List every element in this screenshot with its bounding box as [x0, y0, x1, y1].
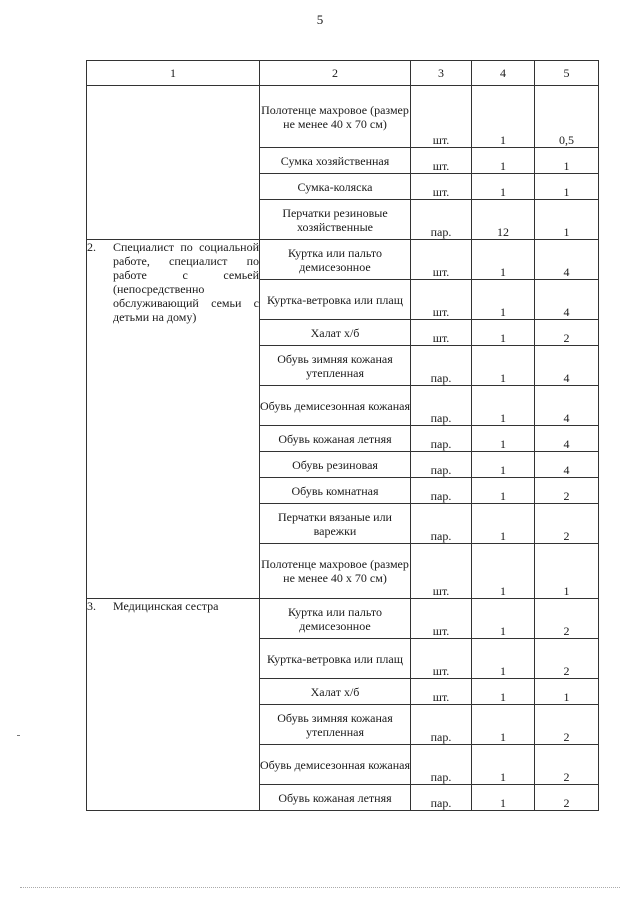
unit-cell: пар.	[411, 478, 472, 504]
norms-table	[86, 60, 599, 811]
quantity-cell: 1	[472, 86, 535, 148]
item-name: Перчатки вязаные или варежки	[260, 504, 411, 544]
term-cell: 2	[535, 478, 599, 504]
term-cell: 4	[535, 240, 599, 280]
term-cell: 4	[535, 280, 599, 320]
quantity-cell: 1	[472, 504, 535, 544]
item-name: Сумка хозяйственная	[260, 148, 411, 174]
header-cell: 3	[411, 61, 472, 86]
quantity-cell: 1	[472, 599, 535, 639]
table-body	[87, 86, 599, 811]
item-name: Куртка-ветровка или плащ	[260, 280, 411, 320]
quantity-cell: 1	[472, 452, 535, 478]
position-cell	[87, 86, 260, 240]
item-name: Обувь кожаная летняя	[260, 785, 411, 811]
item-name: Обувь демисезонная кожаная	[260, 745, 411, 785]
margin-mark	[17, 735, 20, 736]
unit-cell: пар.	[411, 426, 472, 452]
term-cell: 4	[535, 452, 599, 478]
item-name: Обувь демисезонная кожаная	[260, 386, 411, 426]
unit-cell: пар.	[411, 504, 472, 544]
header-cell: 4	[472, 61, 535, 86]
item-name: Куртка-ветровка или плащ	[260, 639, 411, 679]
header-cell: 1	[87, 61, 260, 86]
unit-cell: шт.	[411, 174, 472, 200]
unit-cell: пар.	[411, 745, 472, 785]
unit-cell: шт.	[411, 240, 472, 280]
term-cell: 0,5	[535, 86, 599, 148]
quantity-cell: 1	[472, 346, 535, 386]
item-name: Обувь кожаная летняя	[260, 426, 411, 452]
term-cell: 1	[535, 148, 599, 174]
header-row	[87, 61, 599, 86]
unit-cell: шт.	[411, 148, 472, 174]
term-cell: 2	[535, 504, 599, 544]
unit-cell: пар.	[411, 200, 472, 240]
unit-cell: шт.	[411, 544, 472, 599]
quantity-cell: 1	[472, 320, 535, 346]
footer-dotted-line	[20, 887, 620, 888]
table-row	[87, 86, 599, 148]
item-name: Обувь комнатная	[260, 478, 411, 504]
unit-cell: шт.	[411, 86, 472, 148]
quantity-cell: 1	[472, 240, 535, 280]
term-cell: 2	[535, 705, 599, 745]
unit-cell: шт.	[411, 679, 472, 705]
unit-cell: шт.	[411, 320, 472, 346]
unit-cell: шт.	[411, 639, 472, 679]
term-cell: 4	[535, 426, 599, 452]
unit-cell: пар.	[411, 705, 472, 745]
table-row	[87, 240, 599, 280]
item-name: Сумка-коляска	[260, 174, 411, 200]
item-name: Обувь зимняя кожаная утепленная	[260, 705, 411, 745]
header-cell: 5	[535, 61, 599, 86]
item-name: Перчатки резиновые хозяйственные	[260, 200, 411, 240]
page-number: 5	[316, 12, 324, 27]
term-cell: 1	[535, 544, 599, 599]
quantity-cell: 1	[472, 785, 535, 811]
term-cell: 1	[535, 174, 599, 200]
quantity-cell: 1	[472, 426, 535, 452]
quantity-cell: 1	[472, 148, 535, 174]
quantity-cell: 1	[472, 280, 535, 320]
item-name: Куртка или пальто демисезонное	[260, 240, 411, 280]
position-title: Специалист по социальной работе, специалист по работе с семьей (непосредственно обслуживающий семьи с детьми на дому)	[113, 240, 259, 324]
quantity-cell: 1	[472, 639, 535, 679]
term-cell: 2	[535, 785, 599, 811]
term-cell: 1	[535, 200, 599, 240]
position-cell	[87, 599, 260, 811]
table-row	[87, 599, 599, 639]
position-number: 3.	[87, 599, 96, 613]
quantity-cell: 1	[472, 478, 535, 504]
quantity-cell: 1	[472, 174, 535, 200]
item-name: Обувь зимняя кожаная утепленная	[260, 346, 411, 386]
position-title: Медицинская сестра	[113, 599, 219, 613]
position-number: 2.	[87, 240, 96, 254]
item-name: Полотенце махровое (размер не менее 40 х 70 см)	[260, 86, 411, 148]
header-cell: 2	[260, 61, 411, 86]
unit-cell: пар.	[411, 785, 472, 811]
unit-cell: пар.	[411, 452, 472, 478]
unit-cell: пар.	[411, 386, 472, 426]
term-cell: 2	[535, 639, 599, 679]
item-name: Обувь резиновая	[260, 452, 411, 478]
quantity-cell: 1	[472, 386, 535, 426]
term-cell: 4	[535, 386, 599, 426]
item-name: Халат х/б	[260, 679, 411, 705]
term-cell: 2	[535, 599, 599, 639]
quantity-cell: 1	[472, 705, 535, 745]
unit-cell: шт.	[411, 599, 472, 639]
quantity-cell: 1	[472, 679, 535, 705]
quantity-cell: 12	[472, 200, 535, 240]
item-name: Куртка или пальто демисезонное	[260, 599, 411, 639]
unit-cell: шт.	[411, 280, 472, 320]
item-name: Халат х/б	[260, 320, 411, 346]
term-cell: 4	[535, 346, 599, 386]
quantity-cell: 1	[472, 745, 535, 785]
position-cell	[87, 240, 260, 599]
term-cell: 2	[535, 320, 599, 346]
term-cell: 2	[535, 745, 599, 785]
unit-cell: пар.	[411, 346, 472, 386]
term-cell: 1	[535, 679, 599, 705]
item-name: Полотенце махровое (размер не менее 40 х 70 см)	[260, 544, 411, 599]
quantity-cell: 1	[472, 544, 535, 599]
